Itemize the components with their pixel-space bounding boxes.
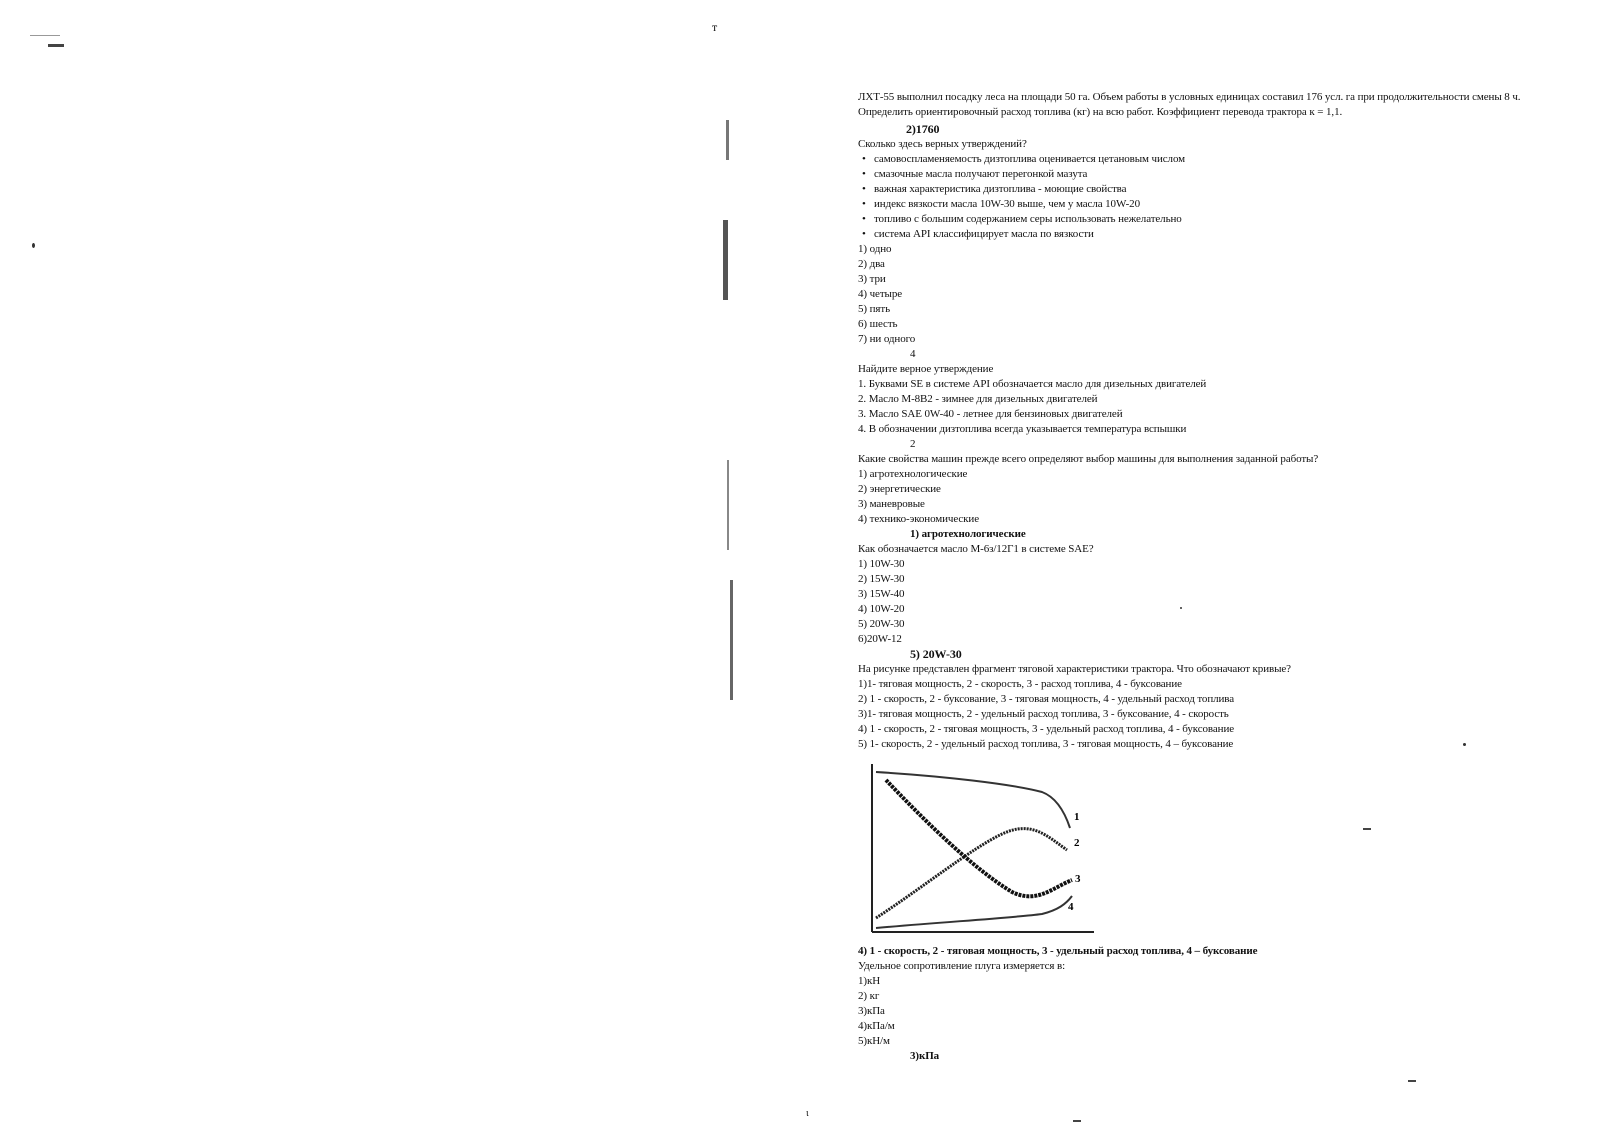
q5-option: 5) 20W-30 xyxy=(858,618,905,630)
question-3-text: Найдите верное утверждение xyxy=(858,363,994,375)
q6-option: 5) 1- скорость, 2 - удельный расход топлива, 3 - тяговая мощность, 4 – буксование xyxy=(858,738,1234,750)
q7-option: 2) кг xyxy=(858,990,880,1002)
q7-option: 4)кПа/м xyxy=(858,1020,895,1032)
scan-speck xyxy=(32,243,35,248)
curve-2 xyxy=(876,829,1067,918)
q2-option: 2) два xyxy=(858,258,885,270)
bullet-icon: • xyxy=(862,183,866,195)
q7-option: 3)кПа xyxy=(858,1005,885,1017)
q2-bullet xyxy=(858,167,1558,182)
q2-option: 5) пять xyxy=(858,303,890,315)
bullet-text: индекс вязкости масла 10W-30 выше, чем у масла 10W-20 xyxy=(874,198,1140,210)
question-5-text: Как обозначается масло М-6з/12Г1 в системе SAE? xyxy=(858,543,1094,555)
answer-7: 3)кПа xyxy=(910,1050,940,1062)
curve-label-1: 1 xyxy=(1074,811,1080,823)
binding-streak xyxy=(730,580,733,700)
scan-mark xyxy=(30,35,60,36)
q6-option: 4) 1 - скорость, 2 - тяговая мощность, 3 - удельный расход топлива, 4 - буксование xyxy=(858,723,1235,735)
q4-option: 1) агротехнологические xyxy=(858,468,968,480)
q6-option: 2) 1 - скорость, 2 - буксование, 3 - тяговая мощность, 4 - удельный расход топлива xyxy=(858,693,1235,705)
bullet-icon: • xyxy=(862,198,866,210)
curve-1 xyxy=(876,772,1070,828)
traction-characteristic-figure xyxy=(862,758,1102,940)
answer-1: 2)1760 xyxy=(906,122,940,136)
header-mark: т xyxy=(712,20,718,34)
answer-5: 5) 20W-30 xyxy=(910,647,962,661)
q7-option: 5)кН/м xyxy=(858,1035,890,1047)
bullet-text: самовоспламеняемость дизтоплива оценивается цетановым числом xyxy=(874,153,1185,165)
binding-streak xyxy=(727,460,729,550)
q2-option: 1) одно xyxy=(858,243,892,255)
q6-option: 1)1- тяговая мощность, 2 - скорость, 3 - расход топлива, 4 - буксование xyxy=(858,678,1182,690)
scan-mark xyxy=(1073,1120,1081,1122)
question-2-text: Сколько здесь верных утверждений? xyxy=(858,138,1027,150)
question-7-text: Удельное сопротивление плуга измеряется в: xyxy=(858,960,1066,972)
q3-option: 1. Буквами SE в системе API обозначается масло для дизельных двигателей xyxy=(858,378,1207,390)
binding-streak xyxy=(723,220,728,300)
q4-option: 2) энергетические xyxy=(858,483,941,495)
answer-6: 4) 1 - скорость, 2 - тяговая мощность, 3 - удельный расход топлива, 4 – буксование xyxy=(858,945,1258,957)
q5-option: 1) 10W-30 xyxy=(858,558,905,570)
curve-3 xyxy=(886,780,1072,896)
curve-label-2: 2 xyxy=(1074,837,1080,849)
q2-bullet xyxy=(858,197,1558,212)
bullet-icon: • xyxy=(862,213,866,225)
bullet-text: важная характеристика дизтоплива - моющие свойства xyxy=(874,183,1127,195)
answer-3: 2 xyxy=(910,438,916,450)
q4-option: 4) технико-экономические xyxy=(858,513,979,525)
q2-bullet xyxy=(858,227,1558,242)
answer-4: 1) агротехнологические xyxy=(910,528,1026,540)
binding-streak xyxy=(726,120,729,160)
q5-option: 3) 15W-40 xyxy=(858,588,905,600)
q2-bullet xyxy=(858,152,1558,167)
q2-option: 6) шесть xyxy=(858,318,898,330)
q2-option: 3) три xyxy=(858,273,886,285)
bullet-icon: • xyxy=(862,168,866,180)
q5-option: 2) 15W-30 xyxy=(858,573,905,585)
scan-mark xyxy=(48,44,64,47)
bullet-text: система API классифицирует масла по вязкости xyxy=(874,228,1094,240)
q3-option: 2. Масло М-8В2 - зимнее для дизельных двигателей xyxy=(858,393,1098,405)
curve-label-4: 4 xyxy=(1068,901,1074,913)
curve-4 xyxy=(876,896,1072,928)
scan-mark xyxy=(1408,1080,1416,1082)
curve-label-3: 3 xyxy=(1075,873,1081,885)
document-body xyxy=(858,90,1558,1064)
q2-option: 7) ни одного xyxy=(858,333,916,345)
question-6-text: На рисунке представлен фрагмент тяговой характеристики трактора. Что обозначают кривые? xyxy=(858,663,1291,675)
traction-curves-svg xyxy=(862,758,1102,940)
answer-2: 4 xyxy=(910,348,916,360)
q6-option: 3)1- тяговая мощность, 2 - удельный расход топлива, 3 - буксование, 4 - скорость xyxy=(858,708,1229,720)
footer-mark: ι xyxy=(806,1108,809,1119)
q5-option: 4) 10W-20 xyxy=(858,603,905,615)
q4-option: 3) маневровые xyxy=(858,498,925,510)
q3-option: 4. В обозначении дизтоплива всегда указывается температура вспышки xyxy=(858,423,1187,435)
bullet-icon: • xyxy=(862,153,866,165)
bullet-text: смазочные масла получают перегонкой мазута xyxy=(874,168,1088,180)
q7-option: 1)кН xyxy=(858,975,881,987)
q2-bullet xyxy=(858,182,1558,197)
question-1-text: ЛХТ-55 выполнил посадку леса на площади 50 га. Объем работы в условных единицах составил 176 усл. га при продолжительности смены 8 ч. Определить ориентировочный расход топлива (кг) на всю работ. Коэффициент перевода трактора к = 1,1. xyxy=(858,91,1521,118)
question-4-text: Какие свойства машин прежде всего определяют выбор машины для выполнения заданной работы? xyxy=(858,453,1319,465)
q3-option: 3. Масло SAE 0W-40 - летнее для бензиновых двигателей xyxy=(858,408,1123,420)
q5-option: 6)20W-12 xyxy=(858,633,902,645)
q2-bullet xyxy=(858,212,1558,227)
bullet-icon: • xyxy=(862,228,866,240)
bullet-text: топливо с большим содержанием серы использовать нежелательно xyxy=(874,213,1182,225)
q2-option: 4) четыре xyxy=(858,288,903,300)
